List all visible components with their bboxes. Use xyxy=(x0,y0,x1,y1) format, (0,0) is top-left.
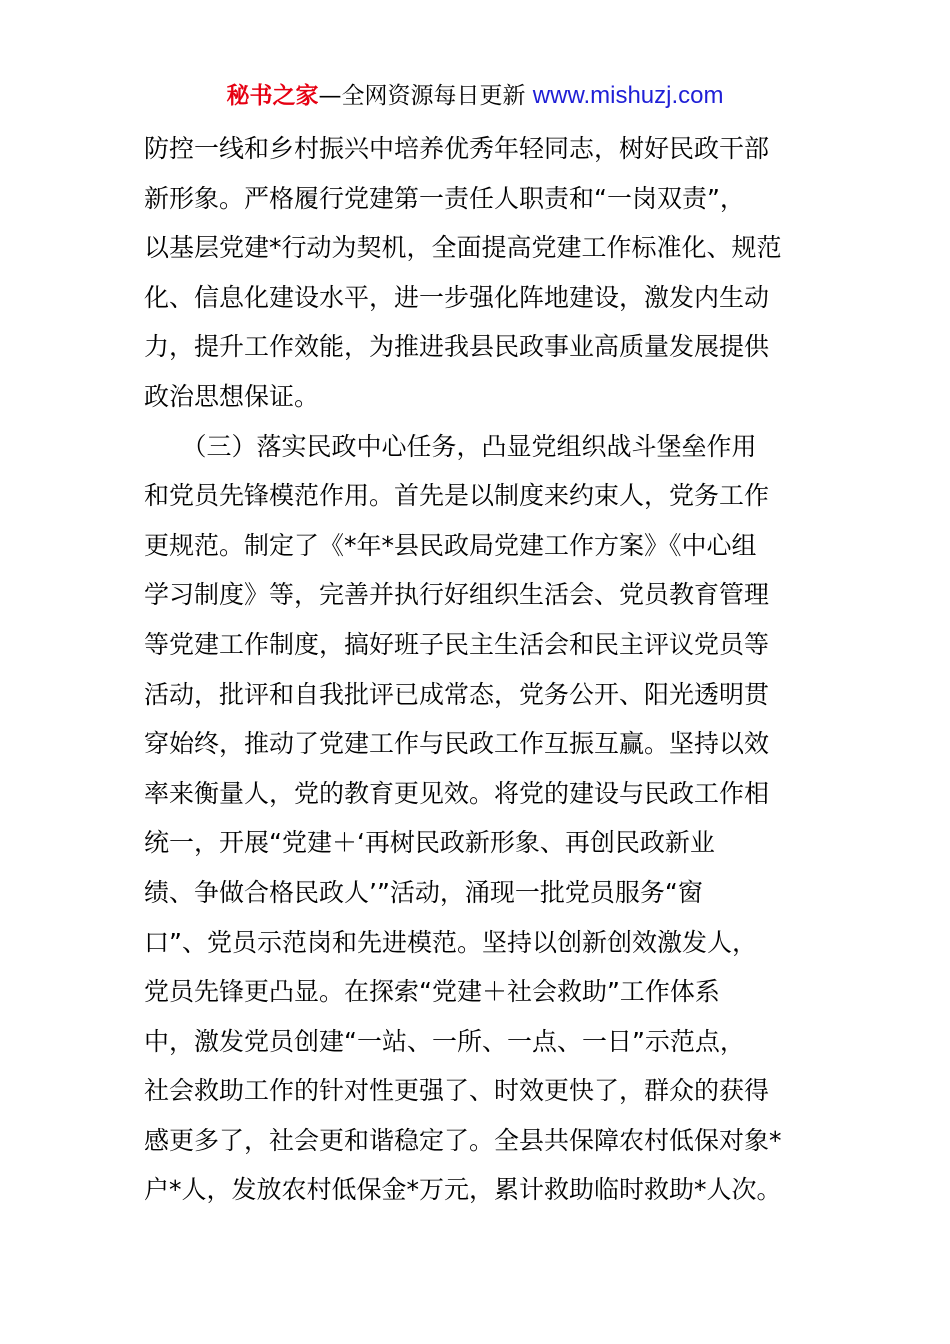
site-brand: 秘书之家 xyxy=(226,83,319,109)
text-line: 率来衡量人，党的教育更见效。将党的建设与民政工作相 xyxy=(144,778,770,808)
text-line: 化、信息化建设水平，进一步强化阵地建设，激发内生动 xyxy=(144,282,770,312)
text-line: 社会救助工作的针对性更强了、时效更快了，群众的获得 xyxy=(144,1076,770,1106)
document-body xyxy=(144,124,808,1215)
text-line: 中，激发党员创建“一站、一所、一点、一日”示范点， xyxy=(144,1026,745,1056)
text-line: 感更多了，社会更和谐稳定了。全县共保障农村低保对象* xyxy=(144,1125,782,1155)
site-tagline: —全网资源每日更新 xyxy=(318,83,533,109)
text-line: 绩、争做合格民政人’”活动，涌现一批党员服务“窗 xyxy=(144,877,703,907)
text-line: 党员先锋更凸显。在探索“党建＋社会救助”工作体系 xyxy=(144,977,720,1007)
section-heading-line: （三）落实民政中心任务，凸显党组织战斗堡垒作用 xyxy=(144,431,757,461)
text-line: 更规范。制定了《*年*县民政局党建工作方案》《中心组 xyxy=(144,530,757,560)
text-line: 防控一线和乡村振兴中培养优秀年轻同志，树好民政干部 xyxy=(144,134,770,163)
text-line: 学习制度》等，完善并执行好组织生活会、党员教育管理 xyxy=(144,580,770,610)
text-line: 和党员先锋模范作用。首先是以制度来约束人，党务工作 xyxy=(144,481,770,511)
text-line: 力，提升工作效能，为推进我县民政事业高质量发展提供 xyxy=(144,332,770,362)
text-line: 等党建工作制度，搞好班子民主生活会和民主评议党员等 xyxy=(144,629,770,659)
text-line: 活动，批评和自我批评已成常态，党务公开、阳光透明贯 xyxy=(144,679,770,709)
text-line: 新形象。严格履行党建第一责任人职责和“一岗双责”， xyxy=(144,183,745,213)
text-line: 户*人，发放农村低保金*万元，累计救助临时救助*人次。 xyxy=(144,1175,782,1205)
site-url[interactable]: www.mishuzj.com xyxy=(532,82,724,109)
text-line: 口”、党员示范岗和先进模范。坚持以创新创效激发人， xyxy=(144,927,757,957)
text-line: 政治思想保证。 xyxy=(144,381,320,411)
page-header xyxy=(0,80,950,112)
text-line: 以基层党建*行动为契机，全面提高党建工作标准化、规范 xyxy=(144,233,782,263)
text-line: 统一，开展“党建＋‘再树民政新形象、再创民政新业 xyxy=(144,828,715,858)
text-line: 穿始终，推动了党建工作与民政工作互振互赢。坚持以效 xyxy=(144,729,770,759)
